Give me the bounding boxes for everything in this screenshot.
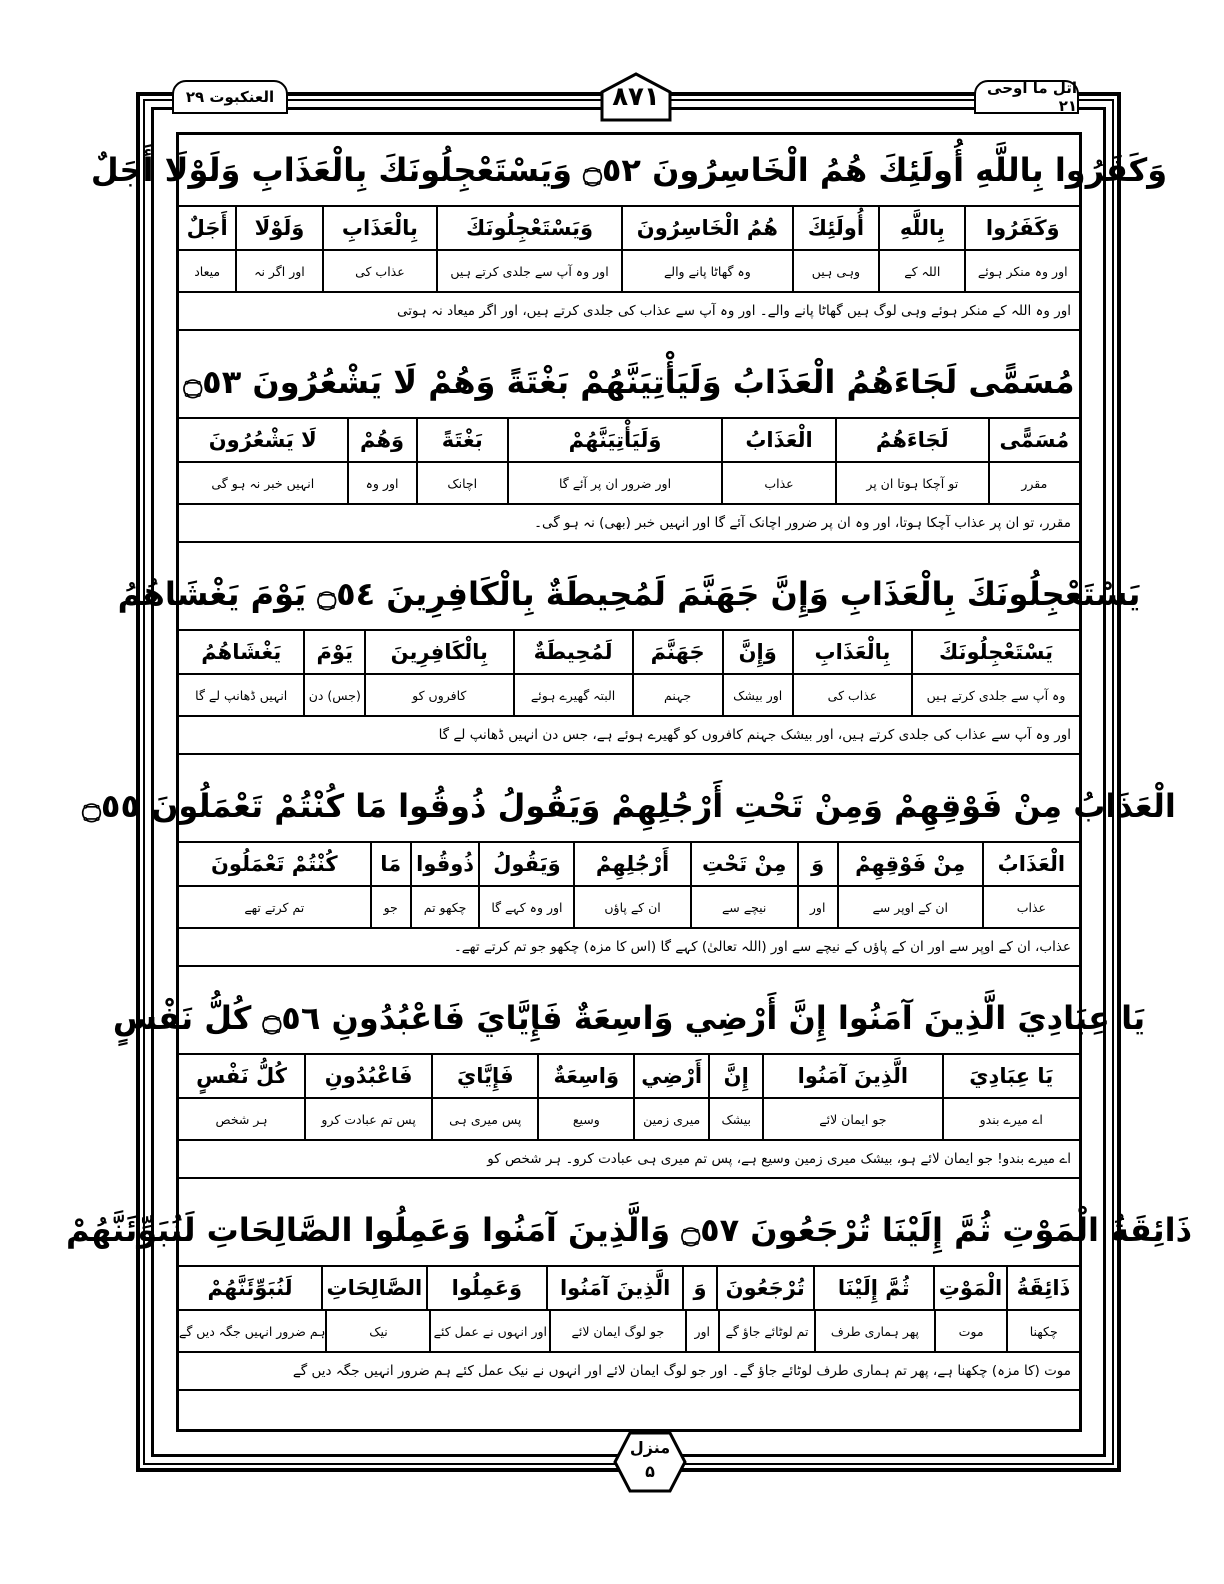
verse-section (66, 1195, 1192, 1407)
page-number-badge (596, 72, 676, 120)
urdu-meaning-cell: اور وہ منکر ہوئے (964, 251, 1079, 291)
urdu-meaning-cell: اور وہ (347, 463, 416, 503)
page-number: ۸۷۱ (612, 82, 660, 112)
arabic-word-cell: بِالْعَذَابِ (322, 207, 437, 249)
urdu-meaning-cell: پس تم عبادت کرو (304, 1099, 431, 1139)
arabic-word-cell: الْمَوْتِ (933, 1267, 1006, 1309)
urdu-meaning-cell: وہی ہیں (792, 251, 878, 291)
para-name-tab (974, 80, 1079, 114)
arabic-word-cell: هُمُ الْخَاسِرُونَ (621, 207, 792, 249)
arabic-word-cell: مَا (370, 843, 410, 885)
urdu-meaning-cell: وہ گھاٹا پانے والے (621, 251, 792, 291)
urdu-meaning-cell: اور (685, 1311, 718, 1351)
arabic-word-cell: تُرْجَعُونَ (716, 1267, 813, 1309)
arabic-word-cell: لَنُبَوِّئَنَّهُمْ (207, 1276, 293, 1300)
urdu-meaning-cell: میعاد (194, 263, 221, 279)
arabic-word-cell: ذَائِقَةُ (1006, 1267, 1079, 1309)
urdu-meaning-cell: وہ آپ سے جلدی کرتے ہیں (911, 675, 1079, 715)
arabic-word-row (179, 417, 1079, 461)
arabic-word-cell: وَ (682, 1267, 716, 1309)
arabic-word-cell: وَإِنَّ (722, 631, 792, 673)
urdu-meaning-cell: ان کے اوپر سے (837, 887, 982, 927)
urdu-meaning-cell: اور بیشک (722, 675, 792, 715)
verse-section (117, 559, 1141, 771)
arabic-word-cell: لَجَاءَهُمُ (835, 419, 988, 461)
urdu-meaning-cell: عذاب (721, 463, 835, 503)
arabic-word-cell: أَرْضِي (633, 1055, 708, 1097)
arabic-word-cell: مُسَمًّى (988, 419, 1079, 461)
urdu-meaning-cell: وسیع (537, 1099, 633, 1139)
arabic-word-cell: وَاسِعَةٌ (537, 1055, 633, 1097)
arabic-verse-line: وَكَفَرُوا بِاللَّهِ أُولَئِكَ هُمُ الْخَاسِرُونَ ۝٥٢ وَيَسْتَعْجِلُونَكَ بِالْعَذَابِ وَلَوْلَا أَجَلٌ (90, 151, 1168, 189)
urdu-meaning-cell: اور وہ آپ سے جلدی کرتے ہیں (436, 251, 621, 291)
urdu-meaning-cell: جو لوگ ایمان لائے (549, 1311, 684, 1351)
urdu-meaning-cell: اور (797, 887, 837, 927)
urdu-meaning-row (179, 461, 1079, 503)
urdu-meaning-cell: چکھو تم (410, 887, 479, 927)
arabic-word-cell: إِنَّ (708, 1055, 762, 1097)
arabic-word-cell: ثُمَّ إِلَيْنَا (813, 1267, 933, 1309)
arabic-word-cell: وَكَفَرُوا (964, 207, 1079, 249)
arabic-word-cell: يَا عِبَادِيَ (942, 1055, 1080, 1097)
arabic-word-cell: جَهَنَّمَ (632, 631, 722, 673)
urdu-meaning-row (179, 249, 1079, 291)
urdu-meaning-cell: ہر شخص (215, 1111, 268, 1127)
urdu-meaning-cell: جو (370, 887, 410, 927)
arabic-word-cell: أُولَئِكَ (792, 207, 878, 249)
urdu-meaning-cell: موت (934, 1311, 1007, 1351)
urdu-meaning-cell: پھر ہماری طرف (814, 1311, 934, 1351)
urdu-meaning-cell: عذاب (982, 887, 1079, 927)
arabic-word-cell: الْعَذَابُ (721, 419, 835, 461)
urdu-meaning-cell: کافروں کو (364, 675, 512, 715)
arabic-word-cell: الصَّالِحَاتِ (321, 1267, 426, 1309)
urdu-meaning-row (179, 673, 1079, 715)
verse-section (179, 347, 1079, 559)
urdu-meaning-cell: اور وہ کہے گا (478, 887, 573, 927)
verse-section (112, 983, 1146, 1195)
arabic-word-cell: يَغْشَاهُمُ (201, 640, 282, 664)
urdu-translation-line: اور وہ آپ سے عذاب کی جلدی کرتے ہیں، اور بیشک جہنم کافروں کو گھیرے ہوئے ہے، جس دن انہیں ڈھانپ لے گا (179, 715, 1079, 755)
urdu-meaning-cell: اللہ کے (878, 251, 964, 291)
arabic-word-cell: ذُوقُوا (410, 843, 479, 885)
arabic-word-cell: وَيَسْتَعْجِلُونَكَ (436, 207, 621, 249)
urdu-meaning-cell: جو ایمان لائے (762, 1099, 941, 1139)
arabic-word-row (179, 841, 1079, 885)
urdu-translation-line: اے میرے بندو! جو ایمان لائے ہو، بیشک میری زمین وسیع ہے، پس تم میری ہی عبادت کرو۔ ہر شخص کو (179, 1139, 1079, 1179)
arabic-word-cell: الَّذِينَ آمَنُوا (762, 1055, 941, 1097)
surah-name: العنکبوت ۲۹ (185, 88, 275, 106)
arabic-word-cell: مِنْ فَوْقِهِمْ (837, 843, 982, 885)
arabic-verse-line: يَا عِبَادِيَ الَّذِينَ آمَنُوا إِنَّ أَرْضِي وَاسِعَةٌ فَإِيَّايَ فَاعْبُدُونِ ۝٥٦ كُلُّ نَفْسٍ (112, 999, 1146, 1037)
arabic-verse-line: الْعَذَابُ مِنْ فَوْقِهِمْ وَمِنْ تَحْتِ أَرْجُلِهِمْ وَيَقُولُ ذُوقُوا مَا كُنْتُمْ تَعْمَلُونَ ۝٥٥ (82, 787, 1176, 825)
urdu-meaning-cell: اور اگر نہ (235, 251, 321, 291)
manzil-number: ۵ (645, 1462, 655, 1481)
arabic-word-cell: وَيَقُولُ (478, 843, 573, 885)
arabic-word-cell: وَعَمِلُوا (426, 1267, 546, 1309)
urdu-meaning-cell: پس میری ہی (431, 1099, 537, 1139)
manzil-label: منزل (629, 1438, 671, 1457)
arabic-word-cell: وَ (797, 843, 837, 885)
arabic-word-cell: الَّذِينَ آمَنُوا (546, 1267, 682, 1309)
urdu-meaning-cell: عذاب کی (322, 251, 437, 291)
para-name: اتل ما اوحی ۲۱ (987, 79, 1077, 115)
urdu-meaning-cell: تم کرتے تھے (244, 899, 305, 915)
urdu-meaning-row (179, 1309, 1079, 1351)
arabic-word-cell: وَهُمْ (347, 419, 416, 461)
arabic-word-cell: بَغْتَةً (416, 419, 507, 461)
arabic-word-cell: مِنْ تَحْتِ (690, 843, 797, 885)
arabic-word-cell: وَلَيَأْتِيَنَّهُمْ (507, 419, 721, 461)
urdu-translation-line: عذاب، ان کے اوپر سے اور ان کے پاؤں کے نیچے سے اور (اللہ تعالیٰ) کہے گا (اس کا مزہ) چکھو جو تم کرتے تھے۔ (179, 927, 1079, 967)
urdu-meaning-cell: عذاب کی (792, 675, 911, 715)
urdu-meaning-cell: نیچے سے (690, 887, 797, 927)
manzil-badge (612, 1430, 688, 1494)
arabic-word-cell: أَجَلٌ (186, 216, 228, 240)
urdu-meaning-row (179, 885, 1079, 927)
arabic-word-cell: فَإِيَّايَ (431, 1055, 537, 1097)
arabic-verse-line: ذَائِقَةُ الْمَوْتِ ثُمَّ إِلَيْنَا تُرْجَعُونَ ۝٥٧ وَالَّذِينَ آمَنُوا وَعَمِلُوا الصَّالِحَاتِ لَنُبَوِّئَنَّهُمْ (66, 1211, 1192, 1249)
urdu-meaning-cell: اے میرے بندو (942, 1099, 1080, 1139)
urdu-meaning-cell: (جس) دن (303, 675, 364, 715)
urdu-meaning-cell: اچانک (416, 463, 507, 503)
urdu-meaning-cell: مقرر (988, 463, 1079, 503)
arabic-word-cell: يَوْمَ (303, 631, 364, 673)
urdu-meaning-cell: انہیں ڈھانپ لے گا (195, 687, 288, 703)
arabic-word-row (179, 205, 1079, 249)
arabic-word-cell: بِالْعَذَابِ (792, 631, 911, 673)
verse-section (90, 135, 1168, 347)
verse-section (82, 771, 1176, 983)
urdu-meaning-cell: انہیں خبر نہ ہو گی (211, 475, 315, 491)
urdu-meaning-cell: چکھنا (1006, 1311, 1079, 1351)
urdu-translation-line: اور وہ اللہ کے منکر ہوئے وہی لوگ ہیں گھاٹا پانے والے۔ اور وہ آپ سے عذاب کی جلدی کرتے ہیں، اور اگر میعاد نہ ہوتی (179, 291, 1079, 331)
arabic-word-row (179, 629, 1079, 673)
arabic-verse-line: مُسَمًّى لَجَاءَهُمُ الْعَذَابُ وَلَيَأْتِيَنَّهُمْ بَغْتَةً وَهُمْ لَا يَشْعُرُونَ ۝٥٣ (183, 363, 1075, 401)
urdu-meaning-cell: تو آچکا ہوتا ان پر (835, 463, 988, 503)
arabic-word-cell: كُنْتُمْ تَعْمَلُونَ (210, 852, 338, 876)
arabic-word-cell: كُلُّ نَفْسٍ (196, 1064, 288, 1088)
urdu-translation-line: موت (کا مزہ) چکھنا ہے، پھر تم ہماری طرف لوٹائے جاؤ گے۔ اور جو لوگ ایمان لائے اور انہوں نے نیک عمل کئے ہم ضرور انہیں جگہ دیں گے (179, 1351, 1079, 1391)
urdu-meaning-row (179, 1097, 1079, 1139)
arabic-word-row (179, 1053, 1079, 1097)
arabic-word-cell: فَاعْبُدُونِ (304, 1055, 431, 1097)
arabic-word-cell: بِاللَّهِ (878, 207, 964, 249)
arabic-verse-line: يَسْتَعْجِلُونَكَ بِالْعَذَابِ وَإِنَّ جَهَنَّمَ لَمُحِيطَةٌ بِالْكَافِرِينَ ۝٥٤ يَوْمَ يَغْشَاهُمُ (117, 575, 1141, 613)
arabic-word-cell: أَرْجُلِهِمْ (573, 843, 689, 885)
content-box (66, 132, 1192, 1432)
urdu-meaning-cell: جہنم (632, 675, 722, 715)
urdu-meaning-cell: بیشک (708, 1099, 762, 1139)
arabic-word-row (179, 1265, 1079, 1309)
arabic-word-cell: لَا يَشْعُرُونَ (208, 428, 317, 452)
urdu-meaning-cell: البتہ گھیرے ہوئے (513, 675, 632, 715)
arabic-word-cell: لَمُحِيطَةٌ (513, 631, 632, 673)
arabic-word-cell: يَسْتَعْجِلُونَكَ (911, 631, 1079, 673)
urdu-meaning-cell: اور ضرور ان پر آئے گا (507, 463, 721, 503)
urdu-meaning-cell: نیک (325, 1311, 429, 1351)
urdu-translation-line: مقرر، تو ان پر عذاب آچکا ہوتا، اور وہ ان پر ضرور اچانک آئے گا اور انہیں خبر (بھی) نہ ہو گی۔ (179, 503, 1079, 543)
urdu-meaning-cell: اور انہوں نے عمل کئے (429, 1311, 549, 1351)
arabic-word-cell: وَلَوْلَا (235, 207, 321, 249)
arabic-word-cell: بِالْكَافِرِينَ (364, 631, 512, 673)
surah-name-tab (172, 80, 288, 114)
arabic-word-cell: الْعَذَابُ (982, 843, 1079, 885)
urdu-meaning-cell: تم لوٹائے جاؤ گے (718, 1311, 814, 1351)
urdu-meaning-cell: ہم ضرور انہیں جگہ دیں گے (179, 1323, 326, 1339)
urdu-meaning-cell: ان کے پاؤں (573, 887, 689, 927)
urdu-meaning-cell: میری زمین (633, 1099, 708, 1139)
